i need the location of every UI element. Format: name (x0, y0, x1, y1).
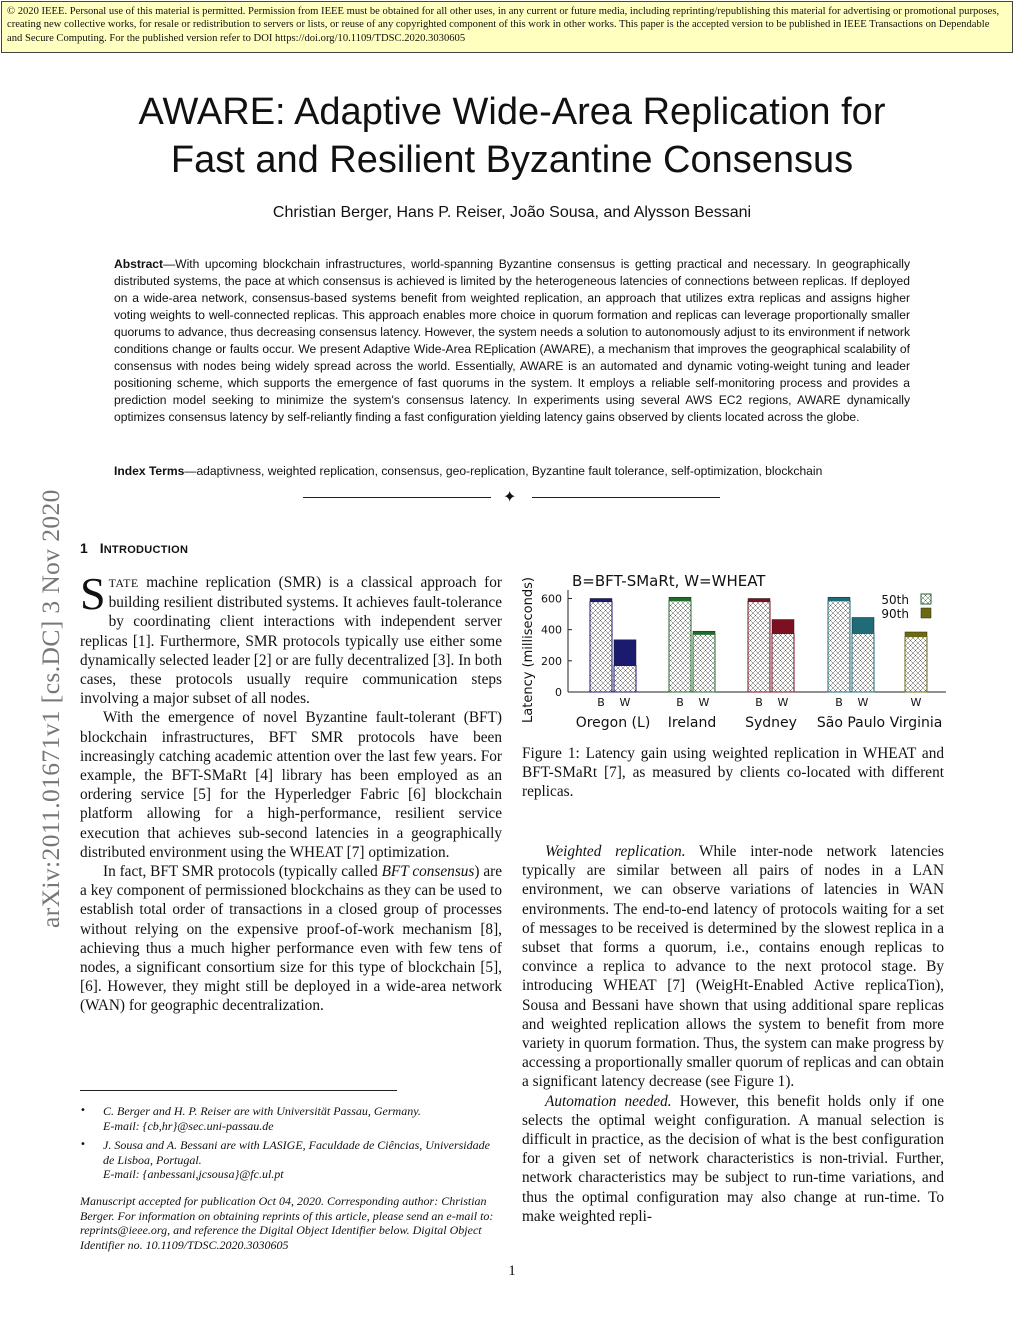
index-terms-label: Index Terms (114, 464, 185, 478)
right-column (522, 842, 944, 1226)
bar-label: W (857, 696, 869, 709)
intro-emphasis: BFT consensus (381, 863, 475, 881)
title-line-2: Fast and Resilient Byzantine Consensus (170, 139, 854, 181)
figure-caption: Figure 1: Latency gain using weighted replication in WHEAT and BFT-SMaRt [7], as measured by clients co-located with different replicas. (522, 745, 944, 801)
bar-50th (693, 634, 715, 692)
right-text-2: However, this benefit holds only if one selects the optimal weight configuration. A manual selection is difficult in practice, as the decision of what is the best configuration for a given set of network characteristics is non-trivial. Further, network characteristics may be subject to run-time variations, and thus the optimal configuration may also change at run-time. To make weighted repli- (522, 1092, 944, 1225)
bar-90th (669, 597, 691, 601)
bar-label: B (597, 696, 605, 709)
right-paragraph-1 (522, 842, 944, 1092)
intro-paragraph-3 (80, 862, 502, 1016)
bar-50th (669, 601, 691, 692)
bar-90th (905, 632, 927, 637)
section-heading (80, 538, 188, 560)
footnote-rule (80, 1090, 397, 1091)
intro-paragraph-1 (80, 568, 502, 708)
bar-90th (614, 640, 636, 666)
footnotes (80, 1104, 502, 1252)
intro-text-1: machine replication (SMR) is a classical approach for building resilient distributed systems. It achieves fault-tolerance by coordinating client interactions with independent server replicas [1]. Furthermore, SMR protocols typically use either some dynamically selected leader [2] or are fully decentralized [3]. In both cases, these protocols usually require communication steps involving a major subset of all nodes. (80, 574, 502, 708)
bar-50th (852, 634, 874, 692)
index-terms (114, 463, 910, 480)
manuscript-note: Manuscript accepted for publication Oct 04, 2020. Corresponding author: Christian Berger. For information on obtaining reprints of this article, please send an e-mail to: reprints@ieee.org, and reference the Digital Object Identifier below. Digital Object Identifier no. 10.1109/TDSC.2020.3030605 (80, 1193, 494, 1252)
group-label: São Paulo (816, 715, 886, 731)
y-tick-label: 0 (555, 686, 562, 699)
paper-title (80, 88, 944, 184)
group-label: Virginia (889, 715, 943, 731)
left-column (80, 568, 503, 1016)
bar-50th (590, 602, 612, 692)
author-list: Christian Berger, Hans P. Reiser, João Sousa, and Alysson Bessani (272, 204, 752, 221)
bar-90th (772, 620, 794, 634)
group-label: Sydney (745, 715, 797, 731)
bullet-icon: • (80, 1139, 86, 1151)
latency-bar-chart (518, 568, 948, 740)
section-number: 1 (80, 540, 88, 556)
footnote-affiliation-2 (80, 1138, 502, 1182)
section-title-initial: I (99, 540, 104, 556)
divider-left (303, 497, 491, 498)
bar-label: W (698, 696, 710, 709)
legend-50th-swatch (921, 594, 931, 604)
title-line-1: AWARE: Adaptive Wide-Area Replication for (138, 91, 886, 133)
abstract (114, 256, 910, 426)
footnote-affiliation-1 (80, 1104, 502, 1133)
group-label: Oregon (L) (575, 715, 651, 731)
bullet-icon: • (80, 1105, 86, 1116)
bar-label: W (619, 696, 631, 709)
group-label: Ireland (667, 715, 717, 731)
index-terms-text: —adaptivness, weighted replication, consensus, geo-replication, Byzantine fault tolerance, self-optimization, blockchain (184, 464, 823, 478)
footnote-2-email: E-mail: {anbessani,jcsousa}@fc.ul.pt (103, 1167, 284, 1182)
legend-90th-swatch (921, 608, 931, 618)
bar-90th (852, 617, 874, 633)
bar-50th (614, 666, 636, 693)
bar-label: B (755, 696, 763, 709)
right-paragraph-2 (522, 1092, 944, 1226)
intro-paragraph-2: With the emergence of novel Byzantine fault-tolerant (BFT) blockchain infrastructures, BFT SMR protocols have been increasingly catching academic attention over the last few years. For example, the BFT-SMaRt [4] library has been employed as an ordering service [5] for the Hyperledger Fabric [6] blockchain platform allowing for a high-performance, resilient service execution that achieves sub-second latencies in a geographically distributed environment using the WHEAT [7] optimization. (80, 709, 502, 861)
right-text-1: While inter-node network latencies typically are similar between all pairs of nodes in a LAN environment, we can observe variations of latencies in WAN environments. The end-to-end latency of protocols waiting for a set of messages to be received is determined by the slowest replica in a subset that forms a quorum, i.e., contains enough replicas to convince a replica to advance to the next protocol stage. By introducing WHEAT [7] (WeigHt-Enabled Active replicaTion), Sousa and Bessani have shown that using additional spare replicas and weighted replication allows the system to benefit from more variety in quorum formation. Thus, the system can make progress by accessing a proportionally smaller quorum of replicas and can obtain a significant latency decrease (see Figure 1). (522, 843, 944, 1091)
legend-90th-label: 90th (881, 607, 909, 621)
bar-label: B (835, 696, 843, 709)
y-tick-label: 600 (541, 592, 562, 606)
bar-label: B (676, 696, 684, 709)
automation-needed-heading: Automation needed. (545, 1092, 672, 1110)
intro-smallcaps: TATE (108, 576, 139, 590)
bar-50th (748, 602, 770, 692)
drop-cap: S (80, 568, 106, 619)
abstract-text: —With upcoming blockchain infrastructures, world-spanning Byzantine consensus is getting practical and necessary. In geographically distributed systems, the pace at which consensus is achieved is limited by the heterogeneous latencies of connections between replicas. If deployed on a wide-area network, consensus-based systems benefit from weighted replication, an approach that utilizes extra replicas and assigns higher voting weights to well-connected replicas. This approach enables more choice in quorum formation and replicas can leverage proportionally smaller quorums to advance, thus decreasing consensus latency. However, the system needs a solution to autonomously adjust to its environment if network conditions change or faults occur. We present Adaptive Wide-Area REplication (AWARE), a mechanism that improves the geographical scalability of consensus with nodes being widely spread across the world. Essentially, AWARE is an automated and dynamic voting-weight tuning and leader positioning scheme, which supports the emergence of fast quorums in the system. It employs a reliable self-monitoring process and provides a prediction model seeking to minimize the system's consensus latency. In experiments using several AWS EC2 regions, AWARE dynamically optimizes consensus latency by self-reliantly finding a fast configuration yielding latency gains observed by clients located across the globe. (114, 257, 910, 424)
footnote-1-line-1: C. Berger and H. P. Reiser are with Universität Passau, Germany. (103, 1104, 421, 1118)
bar-50th (772, 634, 794, 692)
copyright-notice: © 2020 IEEE. Personal use of this material is permitted. Permission from IEEE must be obtained for all other uses, in any current or future media, including reprinting/republishing this material for advertising or promotional purposes, creating new collective works, for resale or redistribution to servers or lists, or reuse of any copyrighted component of this work in other works. This paper is the accepted version to be published in IEEE Transactions on Dependable and Secure Computing. For the published version refer to DOI https://doi.org/10.1109/TDSC.2020.3030605 (1, 1, 1013, 53)
divider-diamond-icon: ✦ (503, 487, 517, 506)
weighted-replication-heading: Weighted replication. (545, 843, 686, 860)
bar-label: W (777, 696, 789, 709)
y-tick-label: 200 (541, 654, 562, 668)
legend-50th-label: 50th (881, 593, 909, 607)
bar-50th (905, 637, 927, 692)
page-number: 1 (508, 1263, 516, 1279)
y-tick-label: 400 (541, 623, 562, 637)
bar-label: W (910, 696, 922, 709)
footnote-2-line-1: J. Sousa and A. Bessani are with LASIGE, Faculdade de Ciências, Universidade de Lisboa, Portugal. (103, 1138, 490, 1167)
divider-right (532, 497, 720, 498)
bar-90th (828, 597, 850, 601)
arxiv-identifier: arXiv:2011.01671v1 [cs.DC] 3 Nov 2020 (36, 489, 65, 928)
section-title-rest: NTRODUCTION (103, 544, 189, 556)
bar-50th (828, 601, 850, 692)
chart-title: B=BFT-SMaRt, W=WHEAT (572, 572, 766, 590)
intro-text-3a: In fact, BFT SMR protocols (typically called (103, 863, 382, 881)
footnote-1-email: E-mail: {cb,hr}@sec.uni-passau.de (103, 1118, 274, 1133)
intro-text-3b: ) are a key component of permissioned blockchains as they can be used to establish total order of transactions in a closed group of processes without relying on the expensive proof-of-work mechanism [8], achieving thus a much higher performance even with few tens of nodes, a significant consortium size for this type of blockchain [5], [6]. However, they might still be deployed in a wide-area network (WAN) for geographic decentralization. (80, 863, 503, 1015)
chart-y-axis-label: Latency (milliseconds) (521, 577, 536, 723)
abstract-label: Abstract (114, 257, 164, 271)
